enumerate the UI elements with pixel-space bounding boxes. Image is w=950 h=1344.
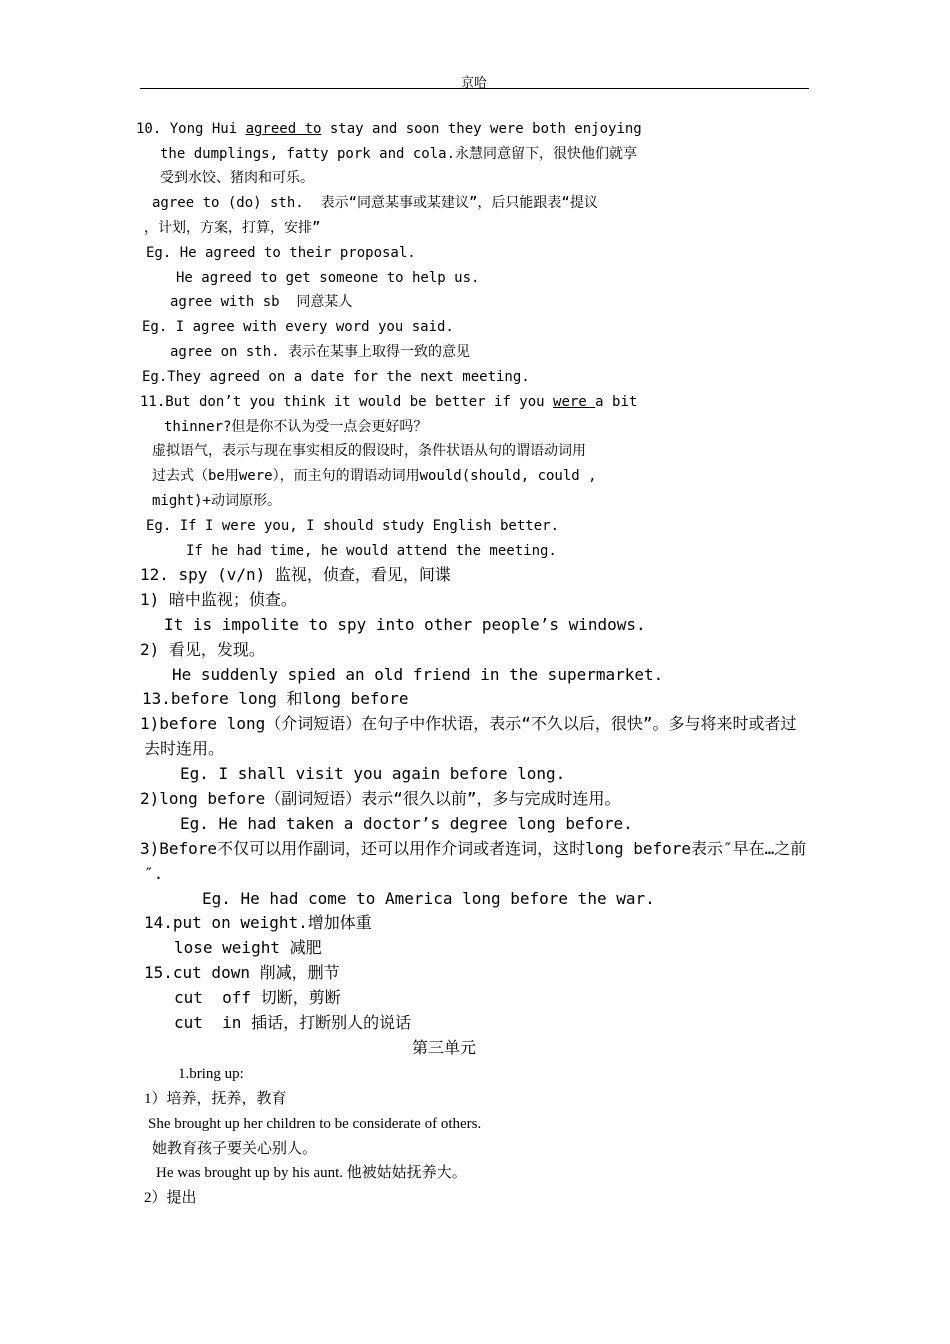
subjunctive-explanation: 虚拟语气，表示与现在事实相反的假设时，条件状语从句的谓语动词用	[152, 443, 586, 459]
long-before-definition: 2)long before（副词短语）表示“很久以前”，多与完成时连用。	[140, 789, 621, 808]
item-11-line-1	[140, 395, 637, 409]
item-11-text: 11.But don’t you think it would be better if you	[140, 394, 554, 410]
example-line: She brought up her children to be considerate of others.	[148, 1116, 482, 1132]
example-translation: 她教育孩子要关心别人。	[152, 1141, 318, 1157]
bring-up-sense-2: 2）提出	[144, 1190, 197, 1206]
subjunctive-explanation: might)+动词原形。	[152, 493, 282, 509]
before-long-definition: 1)before long（介词短语）在句子中作状语，表示“不久以后，很快”。多与将来时或者过	[140, 714, 797, 733]
item-10-number-text: 10. Yong Hui	[136, 121, 246, 137]
example-line: Eg. If I were you, I should study English better.	[146, 518, 560, 534]
underlined-phrase-agreed-to: agreed to	[245, 121, 322, 137]
example-line: Eg. He had taken a doctor’s degree long before.	[180, 814, 633, 833]
before-long-definition-cont: 去时连用。	[144, 739, 225, 758]
before-usage-note-cont: ″.	[144, 864, 164, 883]
item-14-heading: 14.put on weight.增加体重	[144, 913, 372, 932]
example-line: Eg.They agreed on a date for the next meeting.	[142, 369, 530, 385]
agree-with-definition: agree with sb 同意某人	[170, 294, 353, 310]
item-11-text-end: a bit	[595, 394, 638, 410]
example-line: Eg. I shall visit you again before long.	[180, 764, 566, 783]
item-13-heading: 13.before long 和long before	[142, 689, 409, 708]
sense-1: 1) 暗中监视；侦查。	[140, 590, 297, 609]
agree-to-definition-cont: ，计划，方案，打算，安排”	[144, 220, 321, 236]
cut-in-line: cut in 插话，打断别人的说话	[174, 1013, 412, 1032]
example-line: He agreed to get someone to help us.	[176, 270, 480, 286]
example-line: He was brought up by his aunt. 他被姑姑抚养大。	[156, 1165, 467, 1181]
example-line: If he had time, he would attend the meeting.	[186, 543, 557, 559]
item-10-rest-text: stay and soon they were both enjoying	[321, 121, 642, 137]
example-line: He suddenly spied an old friend in the supermarket.	[172, 665, 664, 684]
lose-weight-line: lose weight 减肥	[174, 938, 322, 957]
subjunctive-explanation: 过去式（be用were），而主句的谓语动词用would(should, could ,	[152, 468, 597, 484]
before-usage-note: 3)Before不仅可以用作副词，还可以用作介词或者连词，这时long before表示″早在…之前	[140, 839, 807, 858]
cut-off-line: cut off 切断，剪断	[174, 988, 341, 1007]
example-line: Eg. He agreed to their proposal.	[146, 245, 416, 261]
item-11-line-2: thinner?但是你不认为受一点会更好吗？	[164, 419, 428, 435]
item-10-line-2: the dumplings, fatty pork and cola.永慧同意留下，很快他们就享	[160, 146, 638, 162]
example-line: Eg. I agree with every word you said.	[142, 319, 454, 335]
unit-three-heading: 第三单元	[412, 1038, 477, 1057]
underlined-word-were: were	[553, 394, 596, 410]
header-rule	[140, 88, 809, 89]
bring-up-heading: 1.bring up:	[178, 1066, 244, 1082]
sense-2: 2) 看见，发现。	[140, 640, 265, 659]
bring-up-sense-1: 1）培养，抚养，教育	[144, 1091, 287, 1107]
example-line: Eg. He had come to America long before the war.	[202, 889, 655, 908]
item-10-line-1	[136, 122, 642, 136]
item-10-line-3: 受到水饺、猪肉和可乐。	[160, 170, 314, 186]
agree-to-definition: agree to (do) sth. 表示“同意某事或某建议”，后只能跟表“提议	[152, 195, 598, 211]
example-line: It is impolite to spy into other people’s windows.	[164, 615, 646, 634]
item-15-heading: 15.cut down 削减，删节	[144, 963, 340, 982]
page-header: 京哈	[460, 76, 487, 91]
agree-on-definition: agree on sth. 表示在某事上取得一致的意见	[170, 344, 471, 360]
item-12-heading: 12. spy (v/n) 监视，侦查，看见，间谍	[140, 565, 451, 584]
